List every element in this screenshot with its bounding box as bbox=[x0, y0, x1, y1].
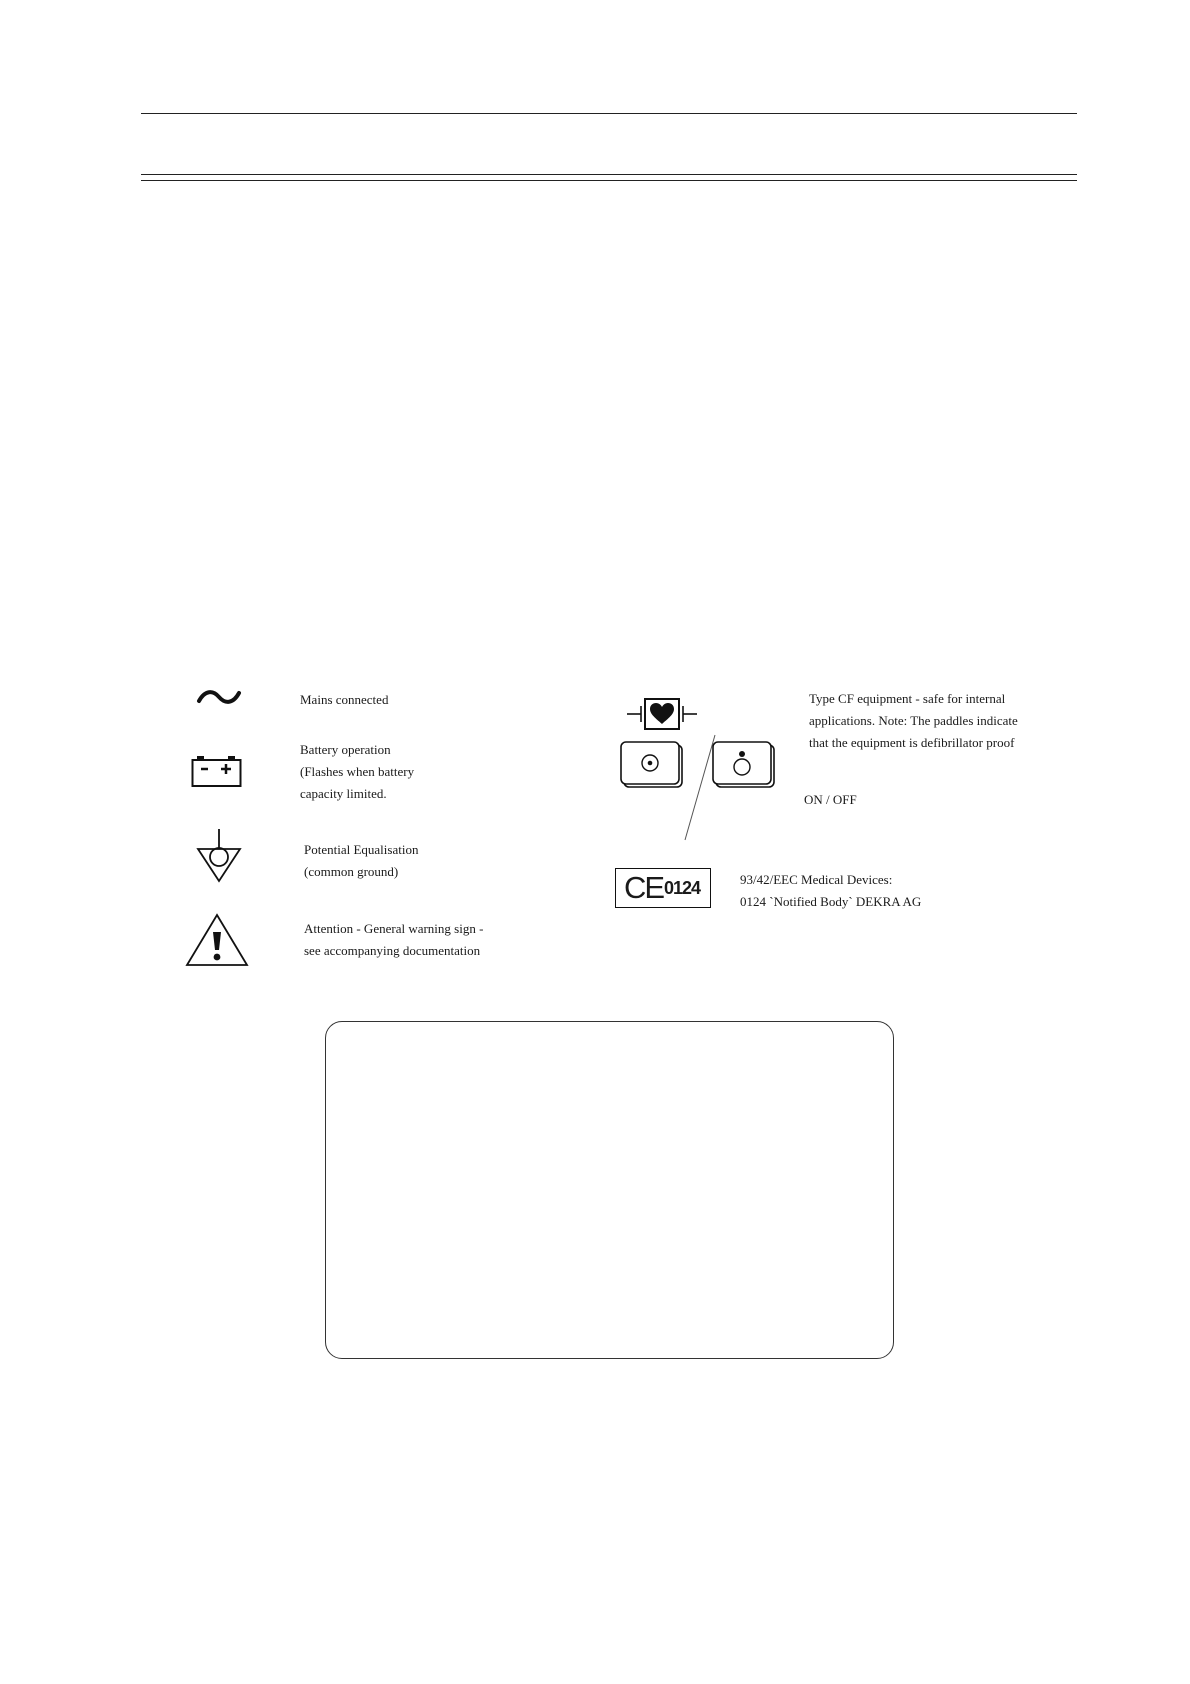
header-rule-top bbox=[141, 113, 1077, 114]
warning-triangle-icon bbox=[185, 913, 249, 967]
type-cf-defibrillator-proof-icon bbox=[627, 697, 697, 731]
ce-mark-icon bbox=[615, 868, 711, 908]
general-warning-label: Attention - General warning sign - see accompanying documentation bbox=[304, 921, 484, 958]
ce-directive-label: 93/42/EEC Medical Devices: 0124 `Notified Body` DEKRA AG bbox=[740, 872, 922, 909]
header-rule-double-upper bbox=[141, 174, 1077, 175]
battery-operation-label: Battery operation (Flashes when battery capacity limited. bbox=[300, 742, 415, 801]
ce-notified-body-number: 0124 bbox=[664, 878, 701, 898]
mains-connected-icon bbox=[197, 688, 241, 708]
ce-letters: CE bbox=[624, 870, 664, 905]
header-rule-double-lower bbox=[141, 180, 1077, 181]
on-off-label: ON / OFF bbox=[804, 792, 857, 807]
potential-equalisation-icon bbox=[196, 829, 242, 883]
on-off-buttons-icon bbox=[621, 735, 776, 840]
mains-connected-label: Mains connected bbox=[300, 692, 389, 707]
label-frame bbox=[325, 1021, 894, 1359]
type-cf-equipment-label: Type CF equipment - safe for internal applications. Note: The paddles indicate that the equipment is defibrillator proof bbox=[809, 691, 1018, 750]
potential-equalisation-label: Potential Equalisation (common ground) bbox=[304, 842, 419, 879]
battery-icon bbox=[191, 754, 243, 788]
